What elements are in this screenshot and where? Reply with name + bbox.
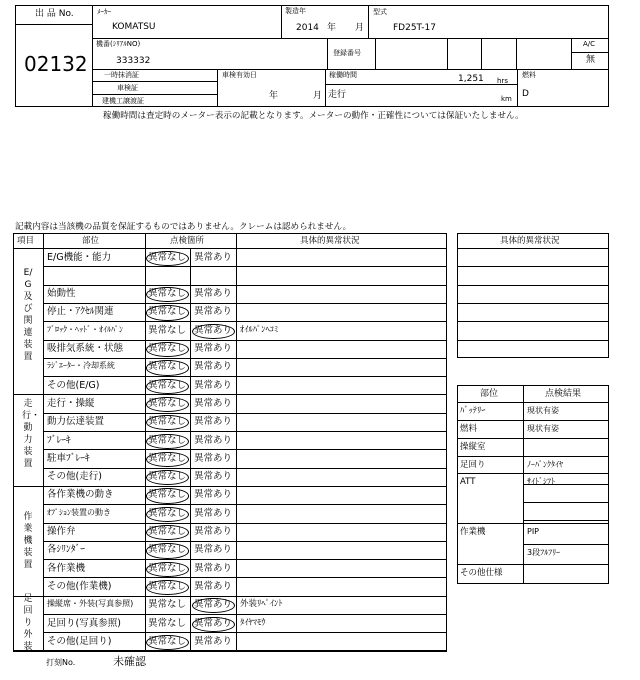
header-box — [15, 5, 609, 107]
right-detail-header: 具体的異常状況 — [500, 236, 560, 246]
row-part-label: 各作業機 — [47, 562, 86, 574]
result-row-value: PIP — [527, 527, 540, 536]
selected-circle-mark — [146, 452, 189, 467]
selected-circle-mark — [146, 397, 189, 412]
row-divider — [457, 285, 609, 286]
selected-circle-mark — [192, 324, 235, 339]
month-unit: 月 — [355, 23, 365, 33]
row-part-label: 足回り(写真参照) — [47, 617, 121, 629]
stamp-label: 打刻No. — [46, 658, 76, 667]
result-row-value: ﾉｰﾊﾟﾝｸﾀｲﾔ — [527, 460, 563, 469]
option-abnormal: 異常あり — [194, 452, 233, 464]
row-divider — [43, 577, 447, 578]
option-abnormal: 異常あり — [194, 544, 233, 556]
row-divider — [43, 523, 447, 524]
selected-circle-mark — [146, 305, 189, 320]
row-divider — [13, 486, 447, 487]
divider — [516, 38, 517, 69]
row-part-label: 吸排気系統・状態 — [47, 343, 124, 354]
option-no-abnormal: 異常なし — [148, 562, 187, 574]
divider — [92, 94, 217, 95]
row-divider — [43, 559, 447, 560]
row-divider — [457, 438, 609, 439]
result-row-value: 現状有姿 — [527, 424, 559, 433]
selected-circle-mark — [146, 507, 189, 522]
row-part-label: 操縦席・外装(写真参照) — [47, 599, 134, 609]
option-abnormal: 異常あり — [194, 251, 233, 263]
option-no-abnormal: 異常なし — [148, 306, 187, 318]
col-header-item: 項目 — [17, 236, 35, 246]
selected-circle-mark — [146, 635, 189, 650]
ac-value: 無 — [586, 55, 596, 65]
row-divider — [43, 321, 447, 322]
row-divider — [457, 564, 609, 565]
result-row-part: ﾊﾞｯﾃﾘｰ — [460, 406, 486, 416]
option-abnormal: 異常あり — [194, 397, 233, 409]
option-abnormal: 異常あり — [194, 617, 233, 629]
option-abnormal: 異常あり — [194, 416, 233, 428]
option-no-abnormal: 異常なし — [148, 452, 187, 464]
year-label: 製造年 — [285, 7, 306, 15]
row-divider — [43, 614, 447, 615]
row-divider — [457, 523, 609, 524]
option-no-abnormal: 異常なし — [148, 617, 187, 629]
option-no-abnormal: 異常なし — [148, 526, 187, 537]
row-divider — [43, 303, 447, 304]
option-abnormal: 異常あり — [194, 379, 233, 391]
option-no-abnormal: 異常なし — [148, 580, 187, 592]
divider — [92, 69, 609, 70]
fuel-value: D — [522, 89, 529, 99]
divider — [281, 5, 282, 38]
row-part-label: その他(作業機) — [47, 580, 112, 592]
row-divider — [457, 420, 609, 421]
divider — [327, 38, 328, 69]
selected-circle-mark — [192, 617, 235, 632]
row-part-label: その他(足回り) — [47, 635, 112, 647]
result-row-part: 足回り — [460, 460, 486, 470]
divider — [325, 84, 517, 85]
row-part-label: ﾗｼﾞｴｰﾀｰ・冷却系統 — [47, 361, 115, 371]
option-abnormal: 異常あり — [194, 471, 233, 483]
col-header-part: 部位 — [82, 236, 100, 246]
row-part-label: 駐車ﾌﾞﾚｰｷ — [47, 452, 90, 464]
reg-label: 登録番号 — [333, 49, 361, 57]
option-abnormal: 異常あり — [194, 599, 233, 611]
result-row-part: ATT — [460, 477, 476, 487]
option-abnormal: 異常あり — [194, 489, 233, 501]
lot-label: 出 品 No. — [35, 9, 74, 19]
row-part-label: 始動性 — [47, 288, 76, 300]
result-row-part: 作業機 — [460, 527, 486, 537]
option-no-abnormal: 異常なし — [148, 379, 187, 391]
group-label: 作業機装置 — [23, 511, 33, 570]
result-row-value: 現状有姿 — [527, 406, 559, 415]
column-divider — [236, 233, 237, 651]
row-divider — [43, 449, 447, 450]
option-no-abnormal: 異常なし — [148, 416, 187, 428]
divider — [217, 69, 218, 107]
maker-value: KOMATSU — [112, 22, 156, 32]
row-part-label: その他(E/G) — [47, 379, 100, 391]
option-no-abnormal: 異常なし — [148, 434, 187, 446]
option-abnormal: 異常あり — [194, 324, 233, 336]
fuel-label: 燃料 — [522, 71, 536, 79]
row-divider — [13, 394, 447, 395]
inspect-month-unit: 月 — [313, 91, 323, 101]
row-divider — [43, 413, 447, 414]
row-divider — [523, 520, 609, 521]
row-divider — [43, 431, 447, 432]
selected-circle-mark — [146, 562, 189, 577]
divider — [517, 69, 518, 107]
option-abnormal: 異常あり — [194, 361, 233, 373]
hours-unit: hrs — [497, 77, 508, 85]
option-no-abnormal: 異常なし — [148, 288, 187, 300]
row-divider — [43, 340, 447, 341]
divider — [92, 81, 217, 82]
col-header-detail: 具体的異常状況 — [300, 236, 360, 246]
row-divider — [43, 358, 447, 359]
divider — [368, 5, 369, 38]
divider — [15, 24, 92, 25]
result-row-value: 3段ﾌﾙﾌﾘｰ — [527, 548, 561, 557]
header-divider — [457, 402, 609, 403]
row-part-label: 動力伝達装置 — [47, 416, 105, 428]
stamp-value: 未確認 — [113, 655, 146, 668]
row-divider — [523, 544, 609, 545]
cert-transfer: 建機工譲渡証 — [102, 97, 144, 105]
group-label: 走行・動力装置 — [22, 399, 41, 470]
row-detail: ﾀｲﾔﾏﾓｳ — [240, 617, 266, 628]
option-abnormal: 異常あり — [194, 434, 233, 446]
row-part-label: その他(走行) — [47, 471, 102, 483]
cert-vehicle: 車検証 — [117, 84, 138, 92]
serial-label: 機番(ｼﾘｱﾙNO) — [96, 40, 141, 48]
option-no-abnormal: 異常なし — [148, 544, 187, 556]
row-part-label: 停止・ｱｸｾﾙ関連 — [47, 306, 114, 318]
row-part-label: 各ｼﾘﾝﾀﾞｰ — [47, 544, 86, 556]
selected-circle-mark — [146, 434, 189, 449]
row-part-label: 操作弁 — [47, 526, 76, 537]
row-part-label: ﾌﾞﾚｰｷ — [47, 434, 71, 446]
row-divider — [457, 303, 609, 304]
row-divider — [43, 541, 447, 542]
hours-value: 1,251 — [458, 74, 484, 84]
selected-circle-mark — [146, 580, 189, 595]
model-label: 型式 — [373, 8, 387, 16]
year-unit: 年 — [327, 23, 337, 33]
option-no-abnormal: 異常なし — [148, 507, 187, 519]
divider — [92, 38, 609, 39]
year-value: 2014 — [296, 23, 319, 33]
option-abnormal: 異常あり — [194, 562, 233, 574]
selected-circle-mark — [146, 488, 189, 503]
result-row-part: 操縦室 — [460, 442, 486, 452]
row-divider — [457, 473, 609, 474]
row-divider — [43, 504, 447, 505]
option-no-abnormal: 異常なし — [148, 251, 187, 263]
option-no-abnormal: 異常なし — [148, 471, 187, 483]
option-no-abnormal: 異常なし — [148, 489, 187, 501]
group-label: E/G及び関連装置 — [23, 268, 33, 363]
row-divider — [43, 468, 447, 469]
option-no-abnormal: 異常なし — [148, 397, 187, 409]
divider — [375, 38, 376, 69]
row-divider — [43, 632, 447, 633]
disclaimer: 記載内容は当該機の品質を保証するものではありません。クレームは認められません。 — [15, 222, 352, 232]
hours-label: 稼働時間 — [329, 71, 357, 79]
row-detail: ｵｲﾙﾊﾟﾝﾍｺﾐ — [240, 324, 279, 335]
model-value: FD25T-17 — [393, 23, 436, 33]
selected-circle-mark — [146, 360, 189, 375]
row-divider — [457, 321, 609, 322]
inspect-label: 車検有効日 — [222, 71, 257, 79]
result-col-result: 点検結果 — [545, 389, 582, 399]
option-no-abnormal: 異常なし — [148, 343, 187, 354]
result-row-part: その他仕様 — [460, 568, 503, 578]
row-divider — [457, 266, 609, 267]
maker-label: ﾒｰｶｰ — [97, 8, 111, 16]
option-no-abnormal: 異常なし — [148, 361, 187, 373]
row-divider — [43, 266, 447, 267]
row-divider — [457, 248, 609, 249]
mileage-unit: km — [501, 95, 512, 103]
option-no-abnormal: 異常なし — [148, 324, 187, 336]
row-divider — [523, 484, 609, 485]
row-divider — [43, 285, 447, 286]
row-divider — [457, 340, 609, 341]
option-abnormal: 異常あり — [194, 343, 233, 354]
row-divider — [43, 376, 447, 377]
option-no-abnormal: 異常なし — [148, 599, 187, 611]
header-divider — [13, 248, 447, 249]
group-label: 足回り外装 — [23, 594, 33, 653]
result-row-part: 燃料 — [460, 424, 478, 434]
selected-circle-mark — [146, 251, 189, 266]
option-abnormal: 異常あり — [194, 580, 233, 592]
row-part-label: E/G機能・能力 — [47, 251, 112, 263]
col-header-check: 点検箇所 — [170, 236, 205, 246]
row-divider — [13, 651, 447, 652]
option-abnormal: 異常あり — [194, 635, 233, 647]
hours-note: 稼働時間は査定時のメーター表示の記載となります。メーターの動作・正確性については保証いたしません。 — [103, 111, 524, 121]
mileage-label: 走行 — [328, 90, 347, 100]
cert-temp-cancel: 一時抹消証 — [104, 71, 139, 79]
option-abnormal: 異常あり — [194, 507, 233, 519]
row-part-label: ﾌﾞﾛｯｸ・ﾍｯﾄﾞ・ｵｲﾙﾊﾟﾝ — [47, 324, 123, 334]
row-part-label: 各作業機の動き — [47, 489, 114, 501]
row-part-label: ｵﾌﾟｼｮﾝ装置の動き — [47, 507, 111, 517]
row-divider — [523, 502, 609, 503]
row-detail: 外装ﾘﾍﾟｲﾝﾄ — [240, 599, 283, 610]
row-part-label: 走行・操縦 — [47, 397, 95, 409]
ac-label: A/C — [583, 40, 596, 48]
divider — [571, 52, 609, 53]
option-abnormal: 異常あり — [194, 288, 233, 300]
column-divider — [43, 233, 44, 651]
divider — [92, 5, 93, 107]
result-row-value: ｻｲﾄﾞｼﾌﾄ — [527, 477, 555, 486]
option-no-abnormal: 異常なし — [148, 635, 187, 647]
serial-value: 333332 — [116, 56, 151, 66]
row-divider — [457, 456, 609, 457]
divider — [481, 38, 482, 69]
divider — [325, 69, 326, 107]
selected-circle-mark — [146, 379, 189, 394]
option-abnormal: 異常あり — [194, 306, 233, 318]
row-divider — [13, 596, 447, 597]
lot-number: 02132 — [24, 52, 88, 76]
option-abnormal: 異常あり — [194, 526, 233, 537]
inspect-year-unit: 年 — [269, 91, 279, 101]
result-col-part: 部位 — [480, 389, 499, 399]
divider — [571, 38, 572, 69]
selected-circle-mark — [146, 543, 189, 558]
divider — [447, 38, 448, 69]
